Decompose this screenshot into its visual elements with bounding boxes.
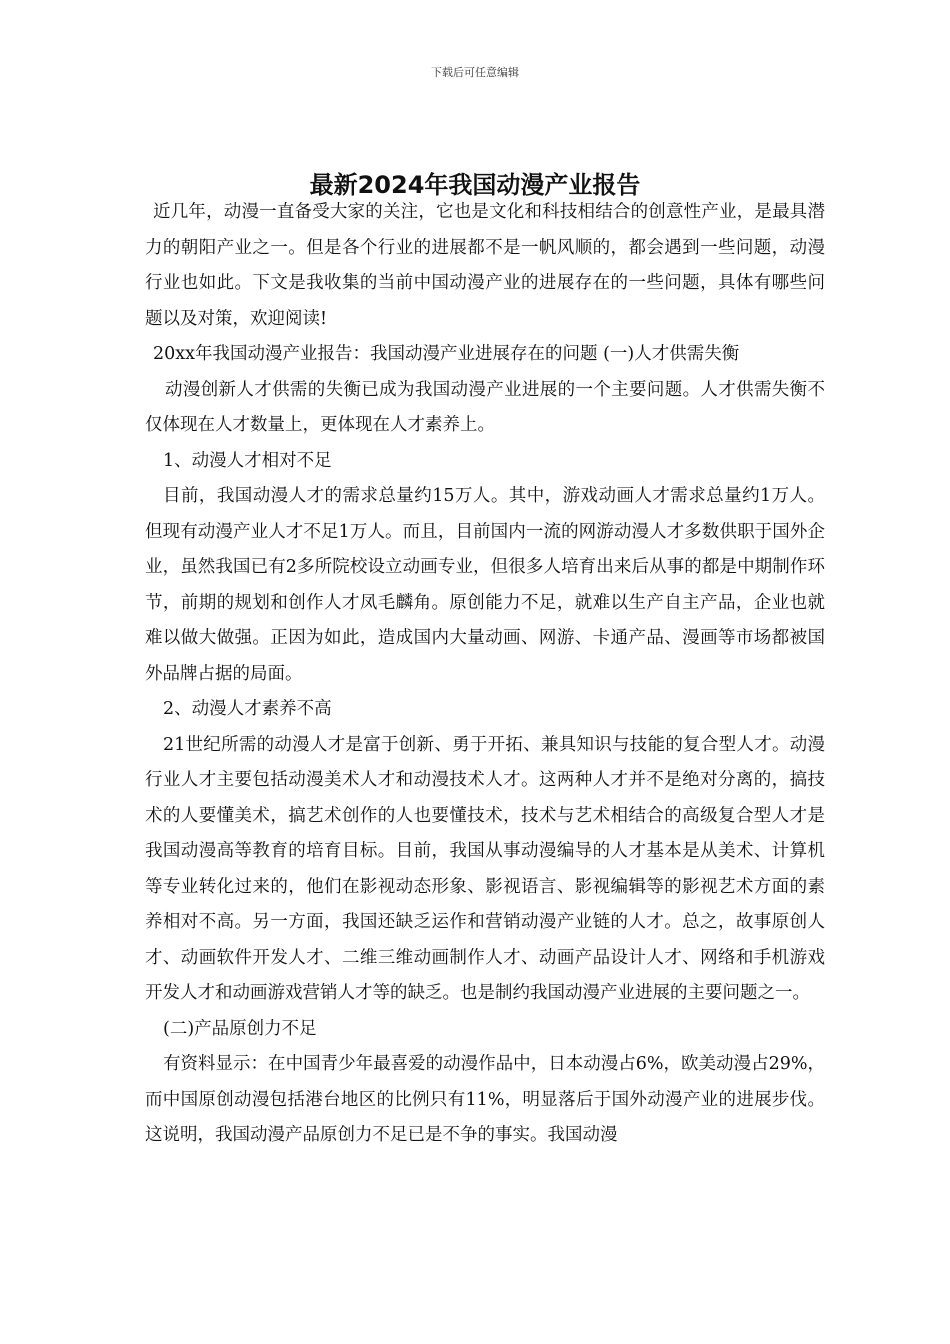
document-body [145,195,825,1154]
paragraph-originality: 有资料显示：在中国青少年最喜爱的动漫作品中，日本动漫占6%，欧美动漫占29%，而中国原创动漫包括港台地区的比例只有11%，明显落后于国外动漫产业的进展步伐。这说明，我国动漫产品原创力不足已是不争的事实。我国动漫 [145,1054,825,1145]
subheading-originality: (二)产品原创力不足 [163,1018,317,1039]
paragraph-section-heading: 20xx年我国动漫产业报告：我国动漫产业进展存在的问题 (一)人才供需失衡 [153,344,740,364]
subheading-talent-shortage: 1、动漫人才相对不足 [163,450,332,471]
paragraph-talent-imbalance: 动漫创新人才供需的失衡已成为我国动漫产业进展的一个主要问题。人才供需失衡不仅体现在人才数量上，更体现在人才素养上。 [145,379,825,435]
paragraph-talent-quality: 21世纪所需的动漫人才是富于创新、勇于开拓、兼具知识与技能的复合型人才。动漫行业人才主要包括动漫美术人才和动漫技术人才。这两种人才并不是绝对分离的，搞技术的人要懂美术，搞艺术创作的人也要懂技术，技术与艺术相结合的高级复合型人才是我国动漫高等教育的培育目标。目前，我国从事动漫编导的人才基本是从美术、计算机等专业转化过来的，他们在影视动态形象、影视语言、影视编辑等的影视艺术方面的素养相对不高。另一方面，我国还缺乏运作和营销动漫产业链的人才。总之，故事原创人才、动画软件开发人才、二维三维动画制作人才、动画产品设计人才、网络和手机游戏开发人才和动画游戏营销人才等的缺乏。也是制约我国动漫产业进展的主要问题之一。 [145,734,825,1003]
paragraph-talent-shortage: 目前，我国动漫人才的需求总量约15万人。其中，游戏动画人才需求总量约1万人。但现有动漫产业人才不足1万人。而且，目前国内一流的网游动漫人才多数供职于国外企业，虽然我国已有2多所院校设立动画专业，但很多人培育出来后从事的都是中期制作环节，前期的规划和创作人才凤毛麟角。原创能力不足，就难以生产自主产品，企业也就难以做大做强。正因为如此，造成国内大量动画、网游、卡通产品、漫画等市场都被国外品牌占据的局面。 [145,486,825,684]
paragraph-intro: 近几年，动漫一直备受大家的关注，它也是文化和科技相结合的创意性产业，是最具潜力的朝阳产业之一。但是各个行业的进展都不是一帆风顺的，都会遇到一些问题，动漫行业也如此。下文是我收集的当前中国动漫产业的进展存在的一些问题，具体有哪些问题以及对策，欢迎阅读! [145,202,825,329]
page-header-note: 下载后可任意编辑 [431,66,519,79]
subheading-talent-quality: 2、动漫人才素养不高 [163,699,332,719]
document-title: 最新2024年我国动漫产业报告 [309,171,641,200]
